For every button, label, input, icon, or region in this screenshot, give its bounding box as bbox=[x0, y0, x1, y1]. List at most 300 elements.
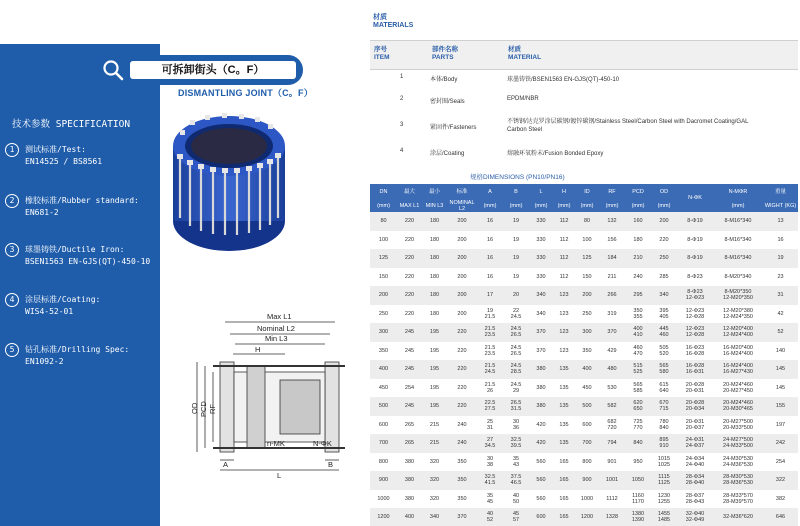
table-row bbox=[370, 434, 798, 453]
table-cell: 135 bbox=[559, 421, 569, 428]
table-cell: 1001 bbox=[599, 471, 625, 490]
table-cell: 123 bbox=[559, 347, 569, 354]
column-header: N-ΦK bbox=[677, 184, 713, 212]
table-cell: 145 bbox=[763, 360, 798, 379]
column-unit: (mm) bbox=[713, 199, 763, 212]
table-cell: 180 bbox=[422, 249, 447, 268]
table-cell: 24-M30*530 24-M36*530 bbox=[723, 455, 753, 468]
spec-value: WIS4-52-01 bbox=[25, 307, 74, 316]
table-cell: 195 bbox=[422, 397, 447, 416]
materials-header bbox=[370, 40, 798, 70]
table-cell: 500 bbox=[575, 397, 599, 416]
table-cell: 1160 1170 bbox=[632, 492, 644, 505]
table-cell: 19 bbox=[512, 273, 520, 280]
table-cell: 840 bbox=[625, 434, 651, 453]
spec-label: 橡胶标准/Rubber standard: bbox=[25, 196, 139, 205]
table-cell: 220 bbox=[397, 249, 422, 268]
spec-label: 测试标准/Test: bbox=[25, 145, 86, 154]
table-cell: 400 bbox=[575, 360, 599, 379]
column-header: A bbox=[477, 184, 503, 199]
spec-label: 钻孔标准/Drilling Spec: bbox=[25, 345, 130, 354]
table-cell: 180 bbox=[422, 286, 447, 305]
dimensions-title: 规格DIMENSIONS (PN10/PN16) bbox=[470, 174, 565, 181]
table-cell: 13 bbox=[763, 212, 798, 231]
table-cell: 195 bbox=[422, 360, 447, 379]
column-unit: (mm) bbox=[575, 199, 599, 212]
table-cell: 340 bbox=[536, 310, 546, 317]
table-cell: 215 bbox=[429, 421, 440, 428]
spec-item-drilling bbox=[5, 344, 129, 368]
column-header: B bbox=[503, 184, 529, 199]
table-cell: 23 bbox=[777, 273, 784, 280]
table-cell: 24-M27*500 24-M33*500 bbox=[713, 434, 763, 453]
table-cell: 450 bbox=[582, 384, 592, 391]
table-cell: 220 bbox=[404, 310, 415, 317]
search-icon bbox=[101, 58, 125, 82]
table-cell: 156 bbox=[607, 236, 617, 243]
table-cell: 380 bbox=[397, 471, 422, 490]
table-cell: 530 bbox=[607, 384, 617, 391]
dim-label-n-mk: n-MK bbox=[267, 439, 285, 448]
table-cell: 150 bbox=[582, 273, 592, 280]
table-cell: 350 bbox=[457, 458, 467, 465]
table-cell: 135 bbox=[553, 397, 575, 416]
item-number: 3 bbox=[5, 243, 19, 257]
table-header-row bbox=[370, 184, 798, 199]
table-cell: 600 bbox=[582, 421, 592, 428]
table-cell: 500 bbox=[370, 397, 397, 416]
spec-value: EN681-2 bbox=[25, 208, 59, 217]
table-row bbox=[370, 249, 798, 268]
table-cell: 295 bbox=[625, 286, 651, 305]
table-cell: 320 bbox=[429, 458, 440, 465]
column-unit: (mm) bbox=[599, 199, 625, 212]
dim-label-rf: RF bbox=[208, 404, 217, 414]
table-cell: 24.5 26.5 bbox=[510, 344, 522, 357]
table-cell: 380 bbox=[529, 360, 553, 379]
product-image bbox=[170, 106, 288, 256]
dim-label-min-l3: Min L3 bbox=[265, 334, 288, 343]
column-unit: (mm) bbox=[553, 199, 575, 212]
table-cell: 895 910 bbox=[651, 434, 677, 453]
table-cell: 125 bbox=[370, 249, 397, 268]
table-cell: 1200 bbox=[575, 508, 599, 526]
table-cell: 8-M16*340 bbox=[713, 249, 763, 268]
table-cell: 265 bbox=[404, 421, 415, 428]
column-header: PCD bbox=[625, 184, 651, 199]
table-cell: 16 bbox=[777, 236, 784, 243]
table-cell: 123 bbox=[553, 286, 575, 305]
column-unit: WIGHT (KG) bbox=[763, 199, 798, 212]
table-cell: 16 bbox=[477, 249, 503, 268]
table-cell: 420 bbox=[536, 421, 546, 428]
table-cell: 300 bbox=[575, 323, 599, 342]
table-cell: 350 355 bbox=[633, 307, 643, 320]
table-cell: 16 bbox=[486, 273, 494, 280]
column-header: H bbox=[553, 184, 575, 199]
table-cell: 200 bbox=[457, 236, 467, 243]
dim-label-b: B bbox=[328, 460, 334, 469]
table-cell: 250 bbox=[378, 310, 389, 317]
table-cell: 8-M20*340 bbox=[724, 273, 752, 280]
table-cell: 794 bbox=[599, 434, 625, 453]
table-cell: 19 bbox=[763, 249, 798, 268]
table-cell: 340 bbox=[529, 286, 553, 305]
table-cell: 700 bbox=[575, 434, 599, 453]
table-cell: 1455 1485 bbox=[651, 508, 677, 526]
table-cell: 20 bbox=[503, 286, 529, 305]
table-cell: 505 520 bbox=[659, 344, 669, 357]
table-cell: 21.5 23.5 bbox=[477, 323, 503, 342]
dim-label-l: L bbox=[277, 471, 282, 480]
table-cell: 22 24.5 bbox=[510, 307, 522, 320]
table-row bbox=[370, 416, 798, 435]
table-cell: 27 34.5 bbox=[477, 434, 503, 453]
table-cell: 135 bbox=[553, 360, 575, 379]
table-cell: 20-Φ28 20-Φ34 bbox=[677, 397, 713, 416]
table-cell: 80 bbox=[575, 212, 599, 231]
table-cell: 900 bbox=[370, 471, 397, 490]
table-cell: 37.5 46.5 bbox=[503, 471, 529, 490]
table-cell: 320 bbox=[422, 471, 447, 490]
table-cell: 200 bbox=[447, 249, 477, 268]
table-cell: 240 bbox=[457, 421, 467, 428]
table-cell: 211 bbox=[607, 273, 617, 280]
table-cell: 350 bbox=[582, 347, 592, 354]
table-cell: 16 bbox=[477, 212, 503, 231]
table-cell: 200 bbox=[370, 286, 397, 305]
spec-title: 技术参数 SPECIFICATION bbox=[12, 119, 131, 130]
table-cell: 145 bbox=[775, 384, 786, 391]
table-row bbox=[370, 323, 798, 342]
column-header: 最大 bbox=[397, 184, 422, 199]
column-header: N-MΦR bbox=[713, 184, 763, 199]
spec-label: 球墨铸铁/Ductile Iron: bbox=[25, 245, 125, 254]
table-cell: 254 bbox=[775, 458, 786, 465]
table-cell: 28-Φ34 28-Φ40 bbox=[677, 471, 713, 490]
column-unit: (mm) bbox=[477, 199, 503, 212]
col-material: 材质 MATERIAL bbox=[508, 46, 542, 61]
table-cell: 165 bbox=[559, 458, 569, 465]
table-cell: 780 840 bbox=[659, 418, 669, 431]
table-cell: 180 bbox=[422, 212, 447, 231]
column-unit: (mm) bbox=[503, 199, 529, 212]
table-cell: 12-Φ23 12-Φ28 bbox=[677, 323, 713, 342]
table-cell: 112 bbox=[559, 236, 569, 243]
page-subtitle: DISMANTLING JOINT（C。F） bbox=[178, 88, 313, 98]
table-cell: 215 bbox=[422, 434, 447, 453]
table-cell: 112 bbox=[553, 212, 575, 231]
table-cell: 8-Φ19 bbox=[677, 212, 713, 231]
table-row bbox=[370, 490, 798, 509]
table-cell: 32-Φ40 32-Φ49 bbox=[677, 508, 713, 526]
table-cell: 12-M20*400 12-M24*400 bbox=[713, 323, 763, 342]
table-cell: 320 bbox=[429, 495, 440, 502]
table-cell: 285 bbox=[659, 273, 669, 280]
table-cell: 330 bbox=[529, 212, 553, 231]
table-row bbox=[370, 286, 798, 305]
table-cell: 266 bbox=[599, 286, 625, 305]
column-header: DN bbox=[370, 184, 397, 199]
table-cell: 901 bbox=[607, 458, 617, 465]
table-cell: 16-Φ23 16-Φ28 bbox=[685, 344, 705, 357]
column-unit: NOMINAL L2 bbox=[447, 199, 477, 212]
table-cell: 123 bbox=[553, 323, 575, 342]
table-cell: 20-Φ28 20-Φ31 bbox=[685, 381, 705, 394]
table-cell: 32.5 39.5 bbox=[503, 434, 529, 453]
spec-value: BSEN1563 EN-GJS(QT)-450-10 bbox=[25, 257, 151, 266]
table-cell: 560 bbox=[536, 495, 546, 502]
table-cell: 340 bbox=[422, 508, 447, 526]
item-number: 2 bbox=[5, 194, 19, 208]
table-cell: 20-M27*500 20-M33*500 bbox=[723, 418, 753, 431]
table-cell: 380 bbox=[404, 458, 415, 465]
column-unit: (mm) bbox=[529, 199, 553, 212]
table-cell: 370 bbox=[599, 323, 625, 342]
table-cell: 200 bbox=[575, 286, 599, 305]
dim-label-a: A bbox=[223, 460, 229, 469]
table-cell: 382 bbox=[775, 495, 786, 502]
column-header: 最小 bbox=[422, 184, 447, 199]
table-cell: 220 bbox=[404, 273, 415, 280]
column-header: RF bbox=[599, 184, 625, 199]
table-cell: 200 bbox=[447, 286, 477, 305]
table-cell: 8-Φ23 bbox=[687, 273, 703, 280]
table-cell: 8-M16*340 bbox=[724, 236, 752, 243]
table-cell: 195 bbox=[429, 347, 440, 354]
table-row bbox=[370, 397, 798, 416]
table-cell: 8-Φ23 12-Φ23 bbox=[677, 286, 713, 305]
table-cell: 32-M36*620 bbox=[713, 508, 763, 526]
table-cell: 1000 bbox=[580, 495, 594, 502]
table-cell: 16-M20*400 16-M24*400 bbox=[723, 344, 753, 357]
table-cell: 20-M24*460 20-M30*465 bbox=[713, 397, 763, 416]
col-parts: 部件名称 PARTS bbox=[432, 46, 458, 61]
table-cell: 480 bbox=[599, 360, 625, 379]
table-cell: 8-Φ19 bbox=[687, 236, 703, 243]
table-cell: 24.5 28.5 bbox=[503, 360, 529, 379]
table-cell: 350 bbox=[378, 347, 389, 354]
table-cell: 150 bbox=[378, 273, 389, 280]
table-cell: 24-Φ34 24-Φ40 bbox=[685, 455, 705, 468]
table-cell: 123 bbox=[559, 310, 569, 317]
table-cell: 515 525 bbox=[625, 360, 651, 379]
table-cell: 200 bbox=[651, 212, 677, 231]
column-header: ID bbox=[575, 184, 599, 199]
table-cell: 35 45 bbox=[486, 492, 494, 505]
column-unit: (mm) bbox=[625, 199, 651, 212]
table-cell: 565 585 bbox=[633, 381, 643, 394]
table-row bbox=[370, 268, 798, 287]
table-cell: 220 bbox=[404, 236, 415, 243]
table-cell: 1000 bbox=[377, 495, 390, 502]
table-cell: 125 bbox=[575, 249, 599, 268]
table-cell: 615 640 bbox=[659, 381, 669, 394]
table-cell: 20-M24*460 20-M27*450 bbox=[723, 381, 753, 394]
table-cell: 670 715 bbox=[651, 397, 677, 416]
table-cell: 28-Φ37 28-Φ43 bbox=[685, 492, 705, 505]
table-cell: 380 bbox=[536, 384, 546, 391]
dimensions-table bbox=[370, 184, 798, 526]
table-cell: 330 bbox=[536, 236, 546, 243]
table-cell: 582 bbox=[599, 397, 625, 416]
table-cell: 646 bbox=[763, 508, 798, 526]
table-cell: 32.5 41.5 bbox=[477, 471, 503, 490]
table-cell: 370 bbox=[529, 323, 553, 342]
column-unit: (mm) bbox=[651, 199, 677, 212]
table-cell: 245 bbox=[397, 360, 422, 379]
table-cell: 250 bbox=[651, 249, 677, 268]
table-cell: 17 bbox=[477, 286, 503, 305]
table-cell: 265 bbox=[397, 434, 422, 453]
table-cell: 180 bbox=[429, 236, 440, 243]
table-row bbox=[370, 453, 798, 472]
table-cell: 682 720 bbox=[607, 418, 617, 431]
table-cell: 52 bbox=[763, 323, 798, 342]
table-cell: 400 410 bbox=[625, 323, 651, 342]
table-cell: 19 bbox=[503, 249, 529, 268]
table-cell: 245 bbox=[397, 397, 422, 416]
table-cell: 8-M20*350 12-M20*350 bbox=[713, 286, 763, 305]
spec-label: 涂层标准/Coating: bbox=[25, 295, 101, 304]
table-cell: 42 bbox=[777, 310, 784, 317]
table-cell: 395 405 bbox=[659, 307, 669, 320]
table-cell: 112 bbox=[559, 273, 569, 280]
table-cell: 245 bbox=[397, 323, 422, 342]
table-cell: 330 bbox=[536, 273, 546, 280]
item-number: 4 bbox=[5, 293, 19, 307]
table-cell: 1115 1125 bbox=[651, 471, 677, 490]
table-cell: 370 bbox=[447, 508, 477, 526]
item-number: 5 bbox=[5, 343, 19, 357]
column-header: 标准 bbox=[447, 184, 477, 199]
table-cell: 250 bbox=[582, 310, 592, 317]
table-cell: 220 bbox=[447, 323, 477, 342]
dim-label-od: OD bbox=[190, 402, 199, 414]
table-row bbox=[370, 471, 798, 490]
item-number: 1 bbox=[5, 143, 19, 157]
table-cell: 165 bbox=[553, 471, 575, 490]
table-cell: 322 bbox=[763, 471, 798, 490]
table-cell: 30 36 bbox=[512, 418, 520, 431]
table-cell: 1328 bbox=[599, 508, 625, 526]
table-cell: 40 52 bbox=[477, 508, 503, 526]
table-cell: 184 bbox=[599, 249, 625, 268]
materials-title: 材质 MATERIALS bbox=[373, 14, 414, 29]
dim-label-max-l1: Max L1 bbox=[267, 312, 292, 321]
table-cell: 16-Φ28 16-Φ31 bbox=[677, 360, 713, 379]
table-cell: 135 bbox=[559, 384, 569, 391]
table-row bbox=[370, 231, 798, 250]
table-cell: 319 bbox=[607, 310, 617, 317]
dim-label-n-phik: N-ΦK bbox=[313, 439, 332, 448]
column-unit: MIN L3 bbox=[422, 199, 447, 212]
table-cell: 380 bbox=[529, 397, 553, 416]
table-cell: 1015 1025 bbox=[657, 455, 671, 468]
table-cell: 16 bbox=[486, 236, 494, 243]
table-cell: 1050 bbox=[625, 471, 651, 490]
table-cell: 300 bbox=[370, 323, 397, 342]
table-cell: 180 bbox=[429, 310, 440, 317]
table-cell: 429 bbox=[607, 347, 617, 354]
table-cell: 80 bbox=[370, 212, 397, 231]
table-cell: 400 bbox=[370, 360, 397, 379]
technical-drawing bbox=[185, 300, 355, 480]
column-unit: (mm) bbox=[370, 199, 397, 212]
table-cell: 21.5 26 bbox=[484, 381, 496, 394]
column-header: OD bbox=[651, 184, 677, 199]
table-cell: 240 bbox=[447, 434, 477, 453]
table-cell: 220 bbox=[397, 212, 422, 231]
table-cell: 460 470 bbox=[633, 344, 643, 357]
table-cell: 100 bbox=[378, 236, 389, 243]
spec-item-rubber bbox=[5, 195, 139, 219]
table-cell: 21.5 23.5 bbox=[484, 344, 496, 357]
table-cell: 22.5 27.5 bbox=[477, 397, 503, 416]
table-cell: 19 bbox=[512, 236, 520, 243]
table-cell: 445 460 bbox=[651, 323, 677, 342]
table-cell: 350 bbox=[457, 495, 467, 502]
table-row bbox=[370, 212, 798, 231]
table-cell: 220 bbox=[447, 397, 477, 416]
dim-label-h: H bbox=[255, 345, 261, 354]
table-cell: 1112 bbox=[606, 495, 618, 502]
spec-value: EN14525 / BS8561 bbox=[25, 157, 103, 166]
spec-item-test bbox=[5, 144, 102, 168]
table-cell: 25 31 bbox=[486, 418, 494, 431]
table-cell: 242 bbox=[763, 434, 798, 453]
table-cell: 20-Φ31 20-Φ37 bbox=[685, 418, 705, 431]
page-title: 可拆卸街头（C。F） bbox=[130, 61, 296, 79]
spec-value: EN1092-2 bbox=[25, 357, 64, 366]
table-cell: 19 21.5 bbox=[484, 307, 496, 320]
table-cell: 240 bbox=[633, 273, 643, 280]
table-row bbox=[370, 379, 798, 398]
table-cell: 254 bbox=[404, 384, 415, 391]
table-cell: 420 bbox=[529, 434, 553, 453]
table-cell: 26.5 31.5 bbox=[503, 397, 529, 416]
table-cell: 400 bbox=[397, 508, 422, 526]
table-cell: 1200 bbox=[370, 508, 397, 526]
table-row bbox=[370, 508, 798, 526]
table-cell: 220 bbox=[397, 286, 422, 305]
table-header-row bbox=[370, 199, 798, 212]
table-cell: 28-M30*530 28-M36*530 bbox=[713, 471, 763, 490]
table-cell: 195 bbox=[422, 323, 447, 342]
dim-label-nominal-l2: Nominal L2 bbox=[257, 324, 295, 333]
table-cell: 24.5 29 bbox=[510, 381, 522, 394]
table-cell: 24-Φ31 24-Φ37 bbox=[677, 434, 713, 453]
table-cell: 200 bbox=[457, 310, 467, 317]
col-item: 序号 ITEM bbox=[374, 46, 390, 61]
table-cell: 560 bbox=[536, 458, 546, 465]
table-cell: 195 bbox=[429, 384, 440, 391]
table-cell: 16-M24*400 16-M27*430 bbox=[713, 360, 763, 379]
table-cell: 950 bbox=[633, 458, 643, 465]
table-cell: 45 57 bbox=[503, 508, 529, 526]
table-cell: 560 bbox=[529, 471, 553, 490]
table-cell: 112 bbox=[553, 249, 575, 268]
table-cell: 155 bbox=[763, 397, 798, 416]
table-cell: 200 bbox=[457, 273, 467, 280]
table-cell: 200 bbox=[447, 212, 477, 231]
table-cell: 725 770 bbox=[633, 418, 643, 431]
table-cell: 620 650 bbox=[625, 397, 651, 416]
table-cell: 220 bbox=[447, 360, 477, 379]
table-cell: 380 bbox=[404, 495, 415, 502]
table-cell: 30 38 bbox=[486, 455, 494, 468]
table-cell: 140 bbox=[775, 347, 786, 354]
